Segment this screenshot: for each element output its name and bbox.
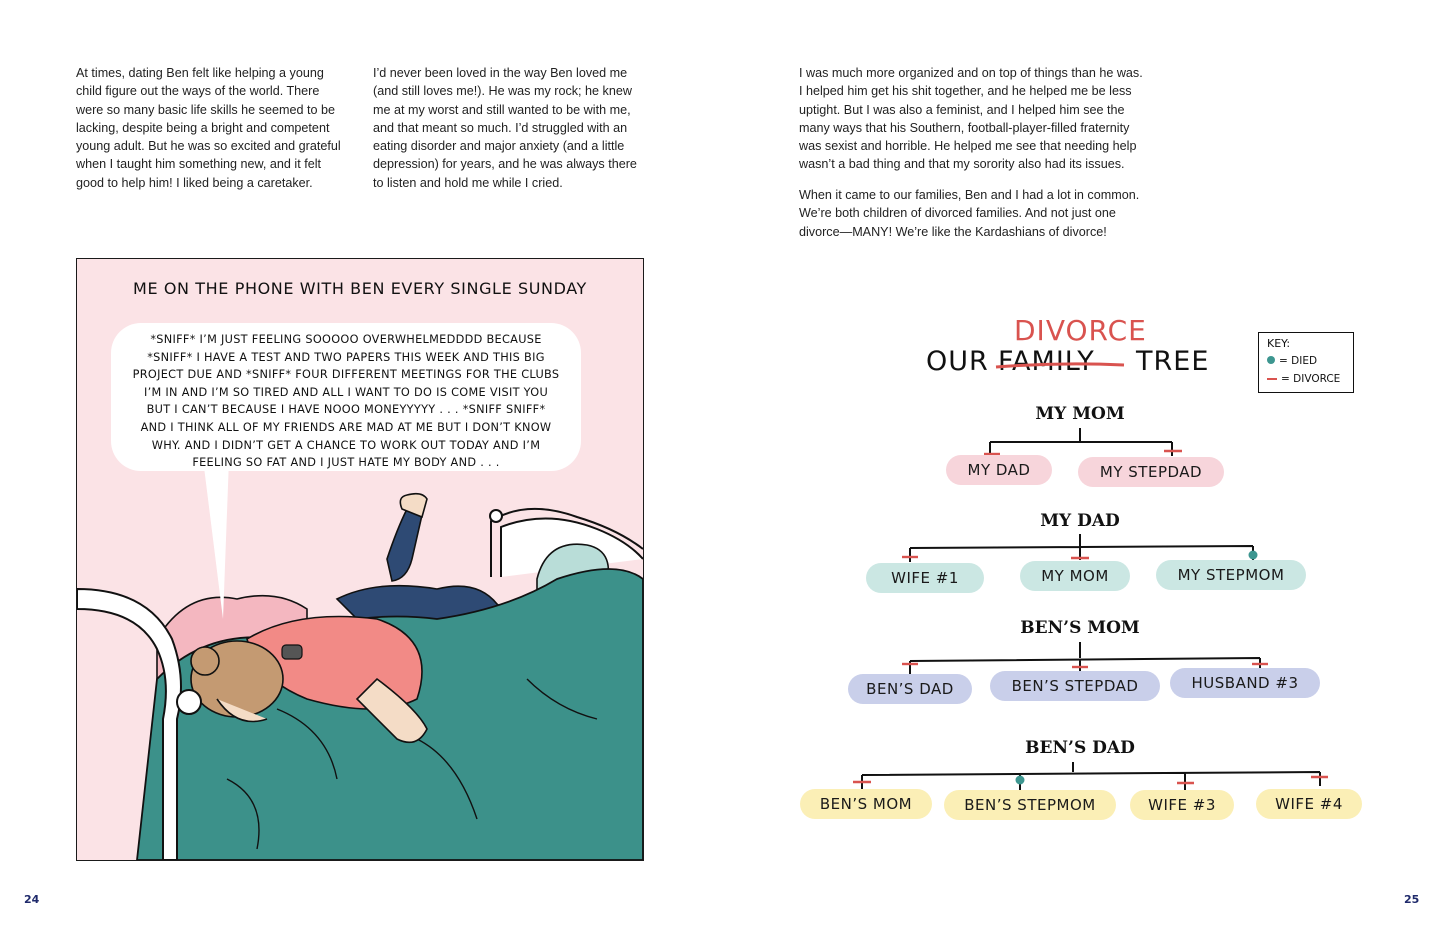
- tree-title-our: OUR: [926, 346, 989, 377]
- key-title: KEY:: [1267, 337, 1291, 350]
- text-line: young adult. But he was so excited and grateful: [76, 139, 341, 154]
- text-line: and that meant so much. I’d struggled with an: [373, 120, 628, 135]
- tree-node: WIFE #1: [866, 563, 984, 593]
- text-line: me at my worst and still wanted to be with me,: [373, 102, 631, 117]
- tree-title-divorce: DIVORCE: [1014, 314, 1147, 347]
- speech-line: WHY. AND I DIDN’T GET A CHANCE TO WORK OUT TODAY AND I’M: [151, 438, 541, 452]
- text-line: depression) for years, and he was always there: [373, 157, 637, 172]
- key-died-label: = DIED: [1279, 355, 1318, 367]
- tree-head-bens-mom: BEN’S MOM: [1020, 618, 1140, 638]
- text-line: divorce—MANY! We’re like the Kardashians of divorce!: [799, 224, 1107, 239]
- tree-node: MY MOM: [1020, 561, 1130, 591]
- tree-head-bens-dad: BEN’S DAD: [1025, 738, 1135, 758]
- tree-node: BEN’S STEPDAD: [990, 671, 1160, 701]
- tree-head-my-mom: MY MOM: [1035, 404, 1125, 424]
- text-line: many ways that his Southern, football-player-filled fraternity: [799, 120, 1130, 135]
- tree-node: BEN’S MOM: [800, 789, 932, 819]
- tree-node: HUSBAND #3: [1170, 668, 1320, 698]
- text-line: eating disorder and major anxiety (and a little: [373, 139, 625, 154]
- tree-node: MY STEPMOM: [1156, 560, 1306, 590]
- tree-node: MY STEPDAD: [1078, 457, 1224, 487]
- tree-title-tree: TREE: [1136, 346, 1210, 377]
- text-line: We’re both children of divorced families. And not just one: [799, 206, 1116, 221]
- panel-title: ME ON THE PHONE WITH BEN EVERY SINGLE SUNDAY: [133, 279, 587, 298]
- tree-title-family: FAMILY: [998, 346, 1095, 377]
- page-number-left: 24: [24, 893, 40, 906]
- text-line: I’d never been loved in the way Ben loved me: [373, 66, 628, 80]
- tree-node: BEN’S DAD: [848, 674, 972, 704]
- tree-node: WIFE #3: [1130, 790, 1234, 820]
- text-line: I was much more organized and on top of things than he was.: [799, 66, 1143, 80]
- speech-line: I’M IN AND I’M SO TIRED AND ALL I WANT TO DO IS COME VISIT YOU: [143, 385, 549, 399]
- tree-node: MY DAD: [946, 455, 1052, 485]
- text-line: lacking, despite being a bright and competent: [76, 120, 330, 135]
- text-line: At times, dating Ben felt like helping a young: [76, 66, 324, 80]
- text-line: child figure out the ways of the world. There: [76, 84, 320, 99]
- text-line: (and still loves me!). He was my rock; he knew: [373, 84, 632, 99]
- tree-node: BEN’S STEPMOM: [944, 790, 1116, 820]
- text-line: uptight. But I was also a feminist, and I helped him see the: [799, 102, 1125, 117]
- text-line: was sexist and horrible. He helped me see that needing help: [799, 139, 1137, 154]
- text-line: to listen and hold me while I cried.: [373, 175, 563, 190]
- tree-node: WIFE #4: [1256, 789, 1362, 819]
- key-divorce-label: = DIVORCE: [1281, 373, 1341, 385]
- text-line: I helped him get his shit together, and he helped me be less: [799, 84, 1132, 99]
- page-number-right: 25: [1404, 893, 1420, 906]
- text-line: were so many basic life skills he seemed to be: [76, 102, 335, 117]
- speech-line: *SNIFF* I’M JUST FEELING SOOOOO OVERWHELMEDDDD BECAUSE: [150, 333, 542, 346]
- text-line: wasn’t a bad thing and that my sorority also had its issues.: [799, 157, 1125, 172]
- speech-line: BUT I CAN’T BECAUSE I HAVE NOOO MONEYYYYY . . . *SNIFF SNIFF*: [146, 403, 546, 417]
- text-line: good to help him! I liked being a caretaker.: [76, 175, 313, 190]
- text-line: when I taught him something new, and it felt: [76, 157, 322, 172]
- speech-line: PROJECT DUE AND *SNIFF* FOUR DIFFERENT MEETINGS FOR THE CLUBS: [132, 368, 560, 382]
- speech-line: AND I THINK ALL OF MY FRIENDS ARE MAD AT ME BUT I DON’T KNOW: [140, 420, 552, 434]
- tree-head-my-dad: MY DAD: [1040, 511, 1120, 531]
- speech-line: FEELING SO FAT AND I JUST HATE MY BODY AND . . .: [192, 456, 500, 470]
- text-line: When it came to our families, Ben and I had a lot in common.: [799, 188, 1140, 202]
- speech-line: *SNIFF* I HAVE A TEST AND TWO PAPERS THIS WEEK AND THIS BIG: [147, 350, 545, 364]
